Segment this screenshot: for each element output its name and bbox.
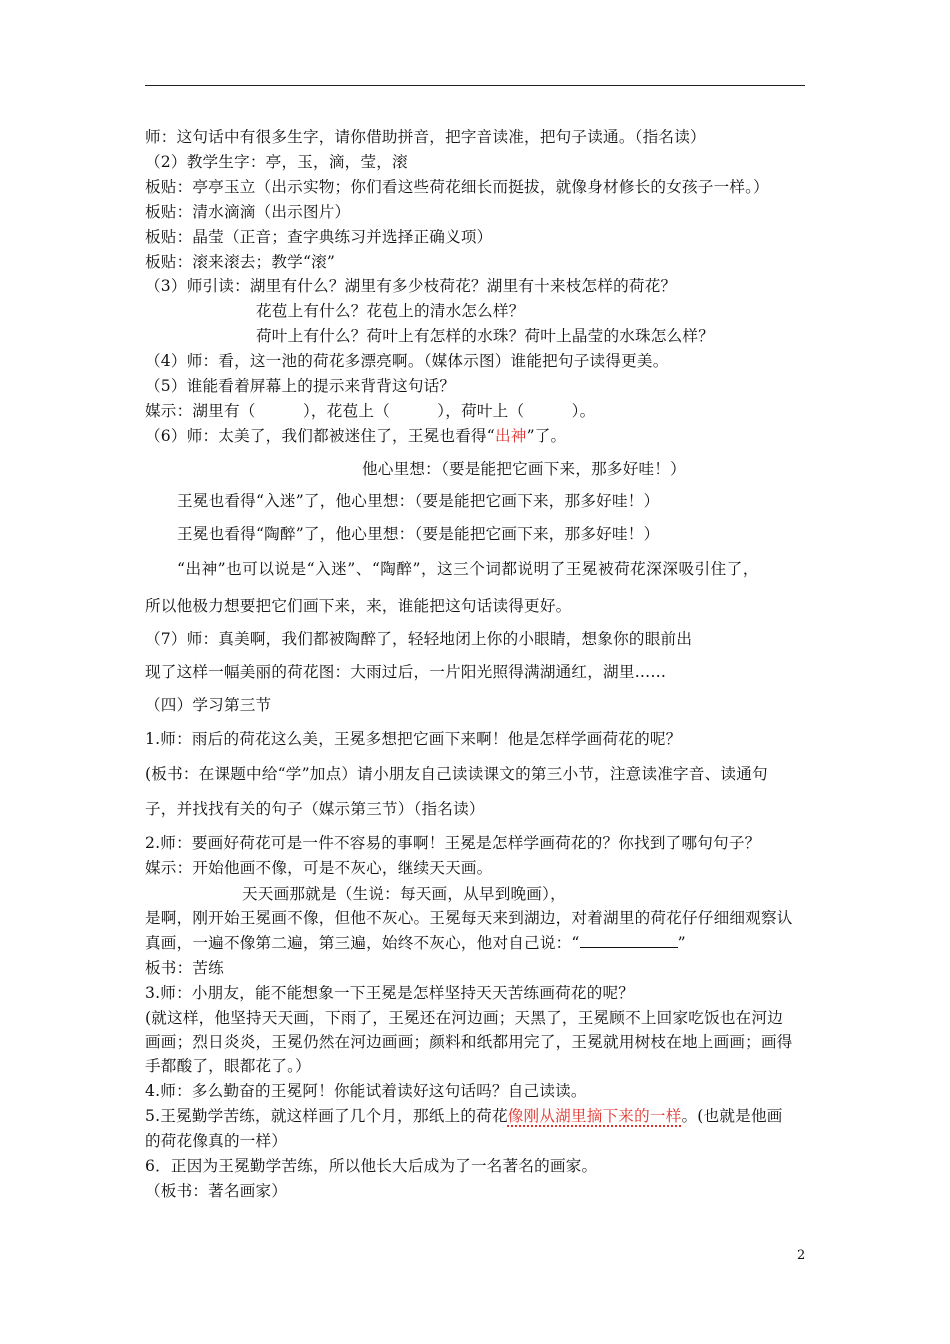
text-line: 天天画那就是（生说：每天画，从早到晚画），: [242, 885, 566, 903]
section-heading: （四）学习第三节: [145, 696, 272, 714]
text-line: (就这样，他坚持天天画，下雨了，王冕还在河边画；天黑了，王冕顾不上回家吃饭也在河边: [145, 1009, 784, 1027]
text-line: 他心里想：（要是能把它画下来，那多好哇！）: [362, 460, 686, 478]
text-line: 王冕也看得“入迷”了，他心里想：（要是能把它画下来，那多好哇！）: [177, 492, 660, 510]
text-line: [145, 426, 566, 446]
text-line: 板贴：亭亭玉立（出示实物；你们看这些荷花细长而挺拔，就像身材修长的女孩子一样。）: [145, 178, 769, 196]
text-line: （4）师：看，这一池的荷花多漂亮啊。（媒体示图）谁能把句子读得更美。: [145, 352, 669, 370]
page-number: 2: [797, 1248, 806, 1263]
text-line: 板贴：清水滴滴（出示图片）: [145, 203, 351, 221]
text-line: “出神”也可以说是“入迷”、“陶醉”，这三个词都说明了王冕被荷花深深吸引住了，: [177, 560, 759, 578]
text-line: 板贴：晶莹（正音；查字典练习并选择正确义项）: [145, 228, 493, 246]
text-line: (板书：在课题中给“学”加点）请小朋友自己读读课文的第三小节，注意读准字音、读通句: [145, 765, 768, 783]
text-line: 媒示：开始他画不像，可是不灰心，继续天天画。: [145, 859, 493, 877]
text-line: （2）教学生字：亭，玉，滴，莹，滚: [145, 153, 408, 171]
text-span: ”: [677, 934, 686, 952]
text-line: 手都酸了，眼都花了。）: [145, 1057, 311, 1075]
text-span: 5.王冕勤学苦练，就这样画了几个月，那纸上的荷花: [145, 1107, 508, 1125]
text-line: （5）谁能看着屏幕上的提示来背背这句话？: [145, 377, 456, 395]
text-line: 画画；烈日炎炎，王冕仍然在河边画画；颜料和纸都用完了，王冕就用树枝在地上画画；画得: [145, 1033, 793, 1051]
text-span: 真画，一遍不像第二遍，第三遍，始终不灰心，他对自己说：“: [145, 934, 580, 952]
text-span: 。(也就是他画: [681, 1107, 783, 1125]
text-line: 1.师：雨后的荷花这么美，王冕多想把它画下来啊！他是怎样学画荷花的呢？: [145, 730, 682, 748]
text-line: （3）师引读：湖里有什么？湖里有多少枝荷花？湖里有十来枝怎样的荷花？: [145, 277, 677, 295]
text-line: 2.师：要画好荷花可是一件不容易的事啊！王冕是怎样学画荷花的？你找到了哪句句子？: [145, 834, 761, 852]
text-line: 媒示：湖里有（ ），花苞上（ ），荷叶上（ ）。: [145, 402, 596, 420]
text-line: 荷叶上有什么？荷叶上有怎样的水珠？荷叶上晶莹的水珠怎么样？: [256, 327, 715, 345]
text-line: 板书：苦练: [145, 959, 224, 977]
text-line: 所以他极力想要把它们画下来，来，谁能把这句话读得更好。: [145, 597, 572, 615]
text-line: （板书：著名画家）: [145, 1182, 288, 1200]
text-line: （7）师：真美啊，我们都被陶醉了，轻轻地闭上你的小眼睛，想象你的眼前出: [145, 630, 693, 648]
text-line: [145, 933, 686, 953]
header-rule: [145, 85, 805, 86]
text-span: ”了。: [526, 427, 567, 445]
text-line: 现了这样一幅美丽的荷花图：大雨过后，一片阳光照得满湖通红，湖里……: [145, 663, 667, 681]
text-line: 子，并找找有关的句子（媒示第三节）（指名读）: [145, 800, 485, 818]
text-line: 是啊，刚开始王冕画不像，但他不灰心。王冕每天来到湖边，对着湖里的荷花仔仔细细观察认: [145, 909, 793, 927]
text-line: 4.师：多么勤奋的王冕阿！你能试着读好这句话吗？自己读读。: [145, 1082, 587, 1100]
highlight-word: 出神: [494, 427, 527, 445]
text-line: 3.师：小朋友，能不能想象一下王冕是怎样坚持天天苦练画荷花的呢？: [145, 984, 635, 1002]
text-line: [145, 1106, 783, 1126]
text-line: 花苞上有什么？花苞上的清水怎么样？: [256, 302, 525, 320]
text-span: （6）师：太美了，我们都被迷住了，王冕也看得“: [145, 427, 495, 445]
answer-blank: [580, 933, 678, 948]
text-line: 师：这句话中有很多生字，请你借助拼音，把字音读准，把句子读通。（指名读）: [145, 128, 706, 146]
highlight-phrase: 像刚从湖里摘下来的一样: [507, 1107, 682, 1125]
text-line: 的荷花像真的一样）: [145, 1132, 288, 1150]
text-line: 6．正因为王冕勤学苦练，所以他长大后成为了一名著名的画家。: [145, 1157, 598, 1175]
text-line: 王冕也看得“陶醉”了，他心里想：（要是能把它画下来，那多好哇！）: [177, 525, 660, 543]
text-line: 板贴：滚来滚去；教学“滚”: [145, 253, 336, 271]
